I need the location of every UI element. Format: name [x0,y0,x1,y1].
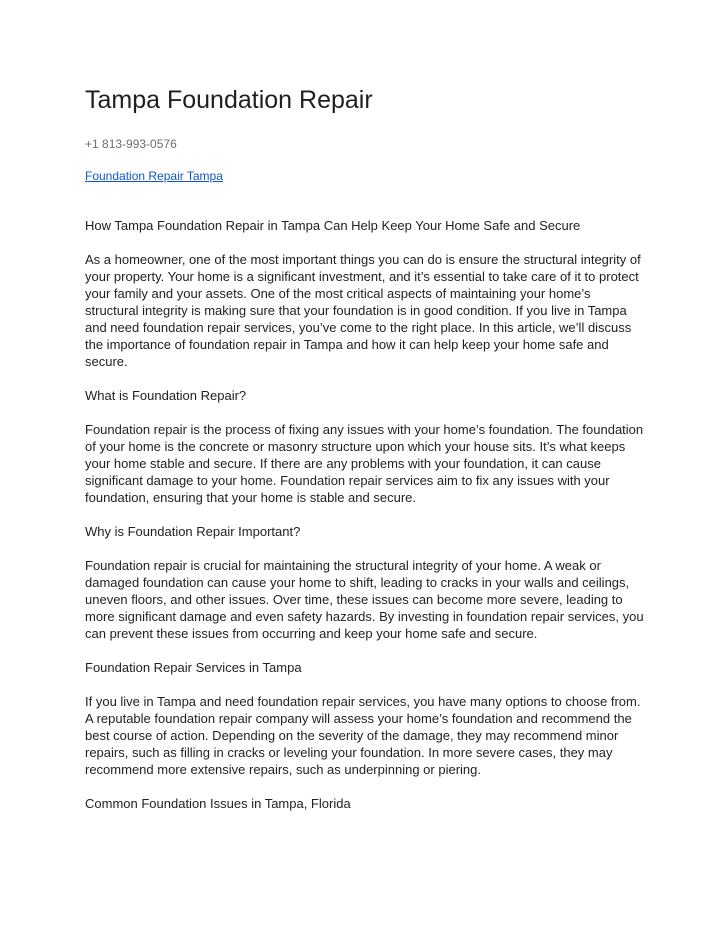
phone-number: +1 813-993-0576 [85,137,177,151]
document-title: Tampa Foundation Repair [85,86,373,114]
intro-paragraph: As a homeowner, one of the most important things you can do is ensure the structural integrity of your property. Your home is a significant investment, and it’s essential to take care of it to protect your family and your assets. One of the most critical aspects of maintaining your home’s structural integrity is making sure that your foundation is in good condition. If you live in Tampa and need foundation repair services, you’ve come to the right place. In this article, we’ll discuss the importance of foundation repair in Tampa and how it can help keep your home safe and secure. [85,252,641,369]
document-body [85,217,645,829]
paragraph-services: If you live in Tampa and need foundation repair services, you have many options to choose from. A reputable foundation repair company will assess your home’s foundation and recommend the best course of action. Depending on the severity of the damage, they may recommend minor repairs, such as filling in cracks or leveling your foundation. In more severe cases, they may recommend more extensive repairs, such as underpinning or piering. [85,694,641,777]
intro-heading: How Tampa Foundation Repair in Tampa Can Help Keep Your Home Safe and Secure [85,218,581,233]
section-heading-services: Foundation Repair Services in Tampa [85,660,302,675]
section-heading-what: What is Foundation Repair? [85,388,247,403]
paragraph-why: Foundation repair is crucial for maintaining the structural integrity of your home. A weak or damaged foundation can cause your home to shift, leading to cracks in your walls and ceilings, uneven floors, and other issues. Over time, these issues can become more severe, leading to more significant damage and even safety hazards. By investing in foundation repair services, you can prevent these issues from occurring and keep your home safe and secure. [85,558,644,641]
section-heading-common-issues: Common Foundation Issues in Tampa, Florida [85,796,351,811]
foundation-repair-link[interactable]: Foundation Repair Tampa [85,169,223,183]
section-heading-why: Why is Foundation Repair Important? [85,524,301,539]
paragraph-what: Foundation repair is the process of fixing any issues with your home’s foundation. The foundation of your home is the concrete or masonry structure upon which your house sits. It’s what keeps your home stable and secure. If there are any problems with your foundation, it can cause significant damage to your home. Foundation repair services aim to fix any issues with your foundation, ensuring that your home is stable and secure. [85,422,644,505]
